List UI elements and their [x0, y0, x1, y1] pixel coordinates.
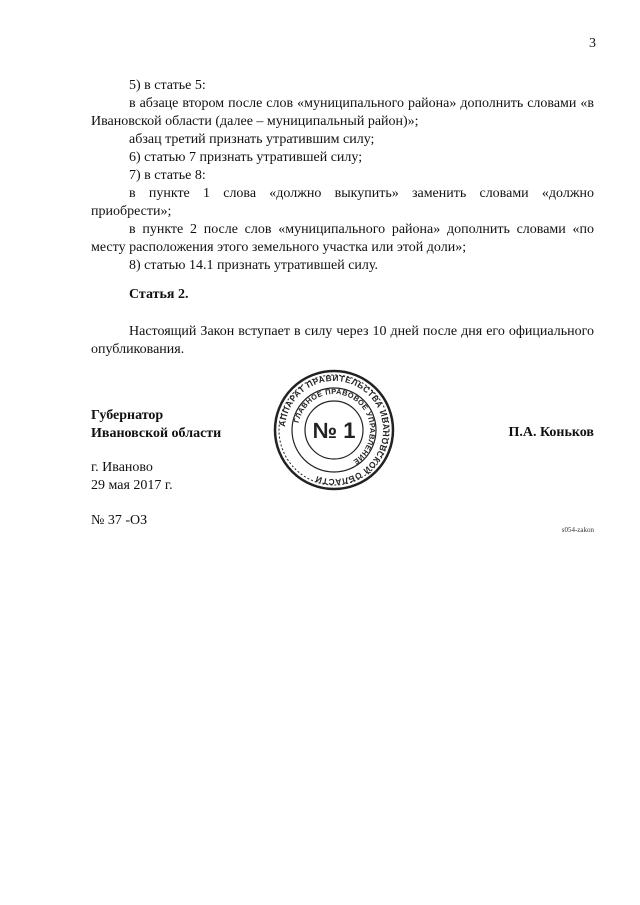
signing-date: 29 мая 2017 г. — [91, 478, 173, 493]
signatory-position-line2: Ивановской области — [91, 426, 222, 441]
signatory-name: П.А. Коньков — [508, 425, 594, 440]
seal-outer-text: АППАРАТ ПРАВИТЕЛЬСТВА ИВАНОВСКОЙ ОБЛАСТИ — [277, 372, 392, 488]
signing-place: г. Иваново — [91, 460, 153, 475]
paragraph-5: 7) в статье 8: — [129, 168, 206, 183]
article-text: Настоящий Закон вступает в силу через 10 дней после дня его официального опубликования. — [91, 324, 594, 357]
file-code: s054-zakon — [561, 526, 594, 534]
seal-inner-text: ГЛАВНОЕ ПРАВОВОЕ УПРАВЛЕНИЕ — [291, 386, 378, 467]
seal-center-number: № 1 — [312, 418, 356, 443]
paragraph-7: в пункте 2 после слов «муниципального района» дополнить словами «по месту расположения этого земельного участка или этой доли»; — [91, 222, 594, 255]
paragraph-8: 8) статью 14.1 признать утратившей силу. — [129, 258, 378, 273]
place-date-block — [91, 459, 173, 495]
paragraph-3: абзац третий признать утратившим силу; — [129, 132, 375, 147]
paragraph-1: 5) в статье 5: — [129, 78, 206, 93]
signatory-position — [91, 407, 221, 443]
article-heading: Статья 2. — [129, 287, 189, 302]
paragraph-6: в пункте 1 слова «должно выкупить» заменить словами «должно приобрести»; — [91, 186, 594, 219]
official-seal — [272, 368, 396, 492]
amendments-block — [91, 77, 594, 275]
paragraph-4: 6) статью 7 признать утратившей силу; — [129, 150, 363, 165]
page-number: 3 — [589, 36, 596, 51]
signatory-position-line1: Губернатор — [91, 408, 164, 423]
law-number: № 37 -ОЗ — [91, 513, 148, 528]
paragraph-2: в абзаце втором после слов «муниципального района» дополнить словами «в Ивановской области (далее – муниципальный район)»; — [91, 96, 594, 129]
